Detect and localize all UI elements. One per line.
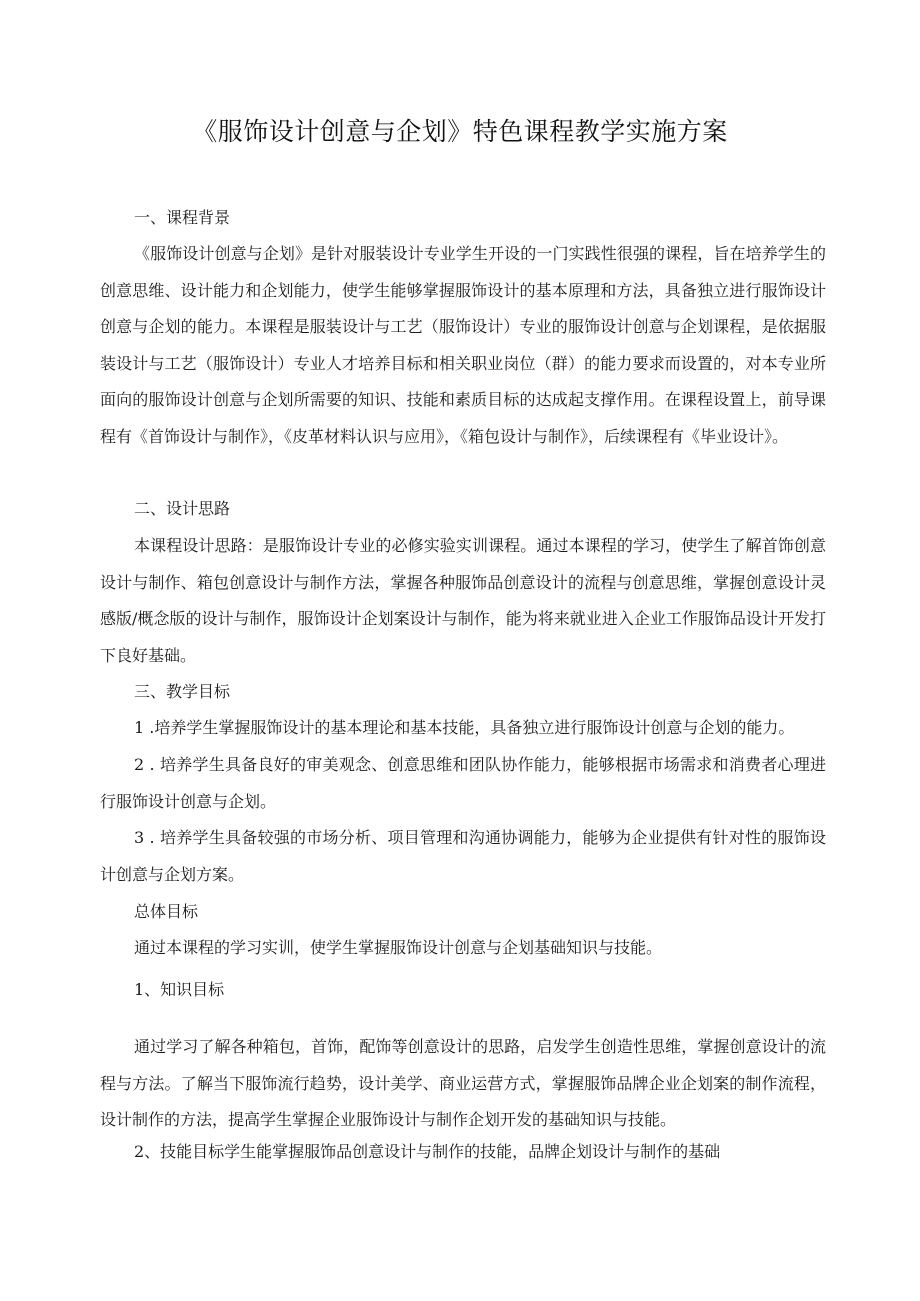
document-title: 《服饰设计创意与企划》特色课程教学实施方案: [192, 117, 728, 146]
goal-item-1: 1 .培养学生掌握服饰设计的基本理论和基本技能，具备独立进行服饰设计创意与企划的能力。: [134, 718, 795, 737]
overall-goal-text: 通过本课程的学习实训，使学生掌握服饰设计创意与企划基础知识与技能。: [134, 938, 663, 957]
skill-goal-text: 2、技能目标学生能掌握服饰品创意设计与制作的技能，品牌企划设计与制作的基础: [134, 1142, 721, 1161]
overall-goal-heading: 总体目标: [134, 902, 199, 921]
goal-item-2: 2 . 培养学生具备良好的审美观念、创意思维和团队协作能力，能够根据市场需求和消费者心理进行服饰设计创意与企划。: [100, 755, 826, 811]
design-paragraph: 本课程设计思路：是服饰设计专业的必修实验实训课程。通过本课程的学习，使学生了解首饰创意设计与制作、箱包创意设计与制作方法，掌握各种服饰品创意设计的流程与创意思维，掌握创意设计灵感版/概念版的设计与制作，服饰设计企划案设计与制作，能为将来就业进入企业工作服饰品设计开发打下良好基础。: [100, 536, 826, 665]
section-heading-background: 一、课程背景: [134, 208, 231, 227]
goal-item-3: 3 . 培养学生具备较强的市场分析、项目管理和沟通协调能力，能够为企业提供有针对性的服饰设计创意与企划方案。: [100, 828, 826, 884]
knowledge-goal-text: 通过学习了解各种箱包，首饰，配饰等创意设计的思路，启发学生创造性思维，掌握创意设计的流程与方法。了解当下服饰流行趋势，设计美学、商业运营方式，掌握服饰品牌企业企划案的制作流程，设计制作的方法，提高学生掌握企业服饰设计与制作企划开发的基础知识与技能。: [100, 1037, 826, 1129]
section-heading-goals: 三、教学目标: [134, 682, 231, 701]
background-paragraph: 《服饰设计创意与企划》是针对服装设计专业学生开设的一门实践性很强的课程，旨在培养学生的创意思维、设计能力和企划能力，使学生能够掌握服饰设计的基本原理和方法，具备独立进行服饰设计创意与企划的能力。本课程是服装设计与工艺（服饰设计）专业的服饰设计创意与企划课程，是依据服装设计与工艺（服饰设计）专业人才培养目标和相关职业岗位（群）的能力要求而设置的，对本专业所面向的服饰设计创意与企划所需要的知识、技能和素质目标的达成起支撑作用。在课程设置上，前导课程有《首饰设计与制作》，《皮革材料认识与应用》，《箱包设计与制作》，后续课程有《毕业设计》。: [100, 244, 826, 446]
knowledge-goal-heading: 1、知识目标: [134, 980, 225, 999]
section-heading-design: 二、设计思路: [134, 499, 231, 518]
